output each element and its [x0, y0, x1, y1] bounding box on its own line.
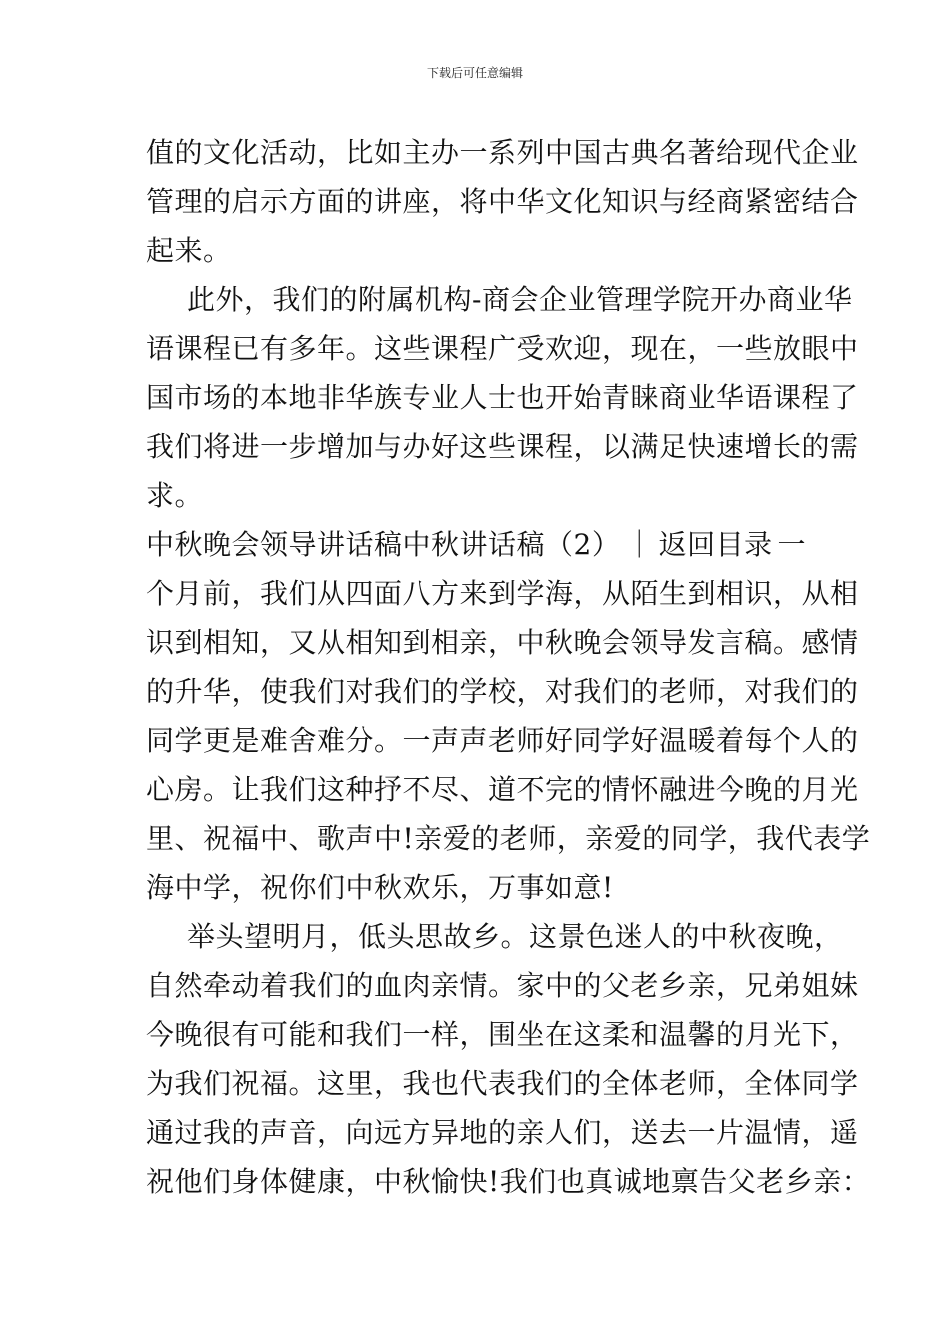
document-body [146, 128, 871, 1206]
heading-separator: ｜ [625, 528, 654, 561]
text-line: 语课程已有多年。这些课程广受欢迎，现在，一些放眼中 [146, 332, 859, 365]
text-line: 海中学，祝你们中秋欢乐，万事如意! [146, 871, 614, 904]
back-to-contents-link[interactable]: 返回目录 [658, 528, 773, 561]
text-line: 举头望明月，低头思故乡。这景色迷人的中秋夜晚， [187, 920, 843, 953]
text-line: 同学更是难舍难分。一声声老师好同学好温暖着每个人的 [146, 724, 859, 757]
text-line: 的升华，使我们对我们的学校，对我们的老师，对我们的 [146, 675, 859, 708]
text-line: 我们将进一步增加与办好这些课程，以满足快速增长的需 [146, 430, 859, 463]
heading-trailing-text: 一 [777, 528, 806, 561]
page-header: 下载后可任意编辑 [426, 66, 523, 80]
text-line: 祝他们身体健康，中秋愉快!我们也真诚地禀告父老乡亲： [146, 1165, 871, 1198]
text-line: 识到相知，又从相知到相亲，中秋晚会领导发言稿。感情 [146, 626, 859, 659]
text-line: 心房。让我们这种抒不尽、道不完的情怀融进今晚的月光 [146, 773, 859, 806]
text-line: 国市场的本地非华族专业人士也开始青睐商业华语课程了 [146, 381, 859, 414]
text-line: 管理的启示方面的讲座，将中华文化知识与经商紧密结合 [146, 185, 859, 218]
text-line: 起来。 [146, 234, 232, 267]
text-line: 求。 [146, 479, 204, 512]
text-line: 里、祝福中、歌声中!亲爱的老师，亲爱的同学，我代表学 [146, 822, 871, 855]
text-line: 今晚很有可能和我们一样，围坐在这柔和温馨的月光下， [146, 1018, 859, 1051]
text-line: 为我们祝福。这里，我也代表我们的全体老师，全体同学 [146, 1067, 859, 1100]
section-heading [146, 520, 806, 569]
text-line: 通过我的声音，向远方异地的亲人们，送去一片温情，遥 [146, 1116, 859, 1149]
text-line: 此外，我们的附属机构-商会企业管理学院开办商业华 [187, 283, 853, 316]
text-line: 个月前，我们从四面八方来到学海，从陌生到相识，从相 [146, 577, 859, 610]
section-title: 中秋晚会领导讲话稿中秋讲话稿（2） [146, 528, 621, 561]
text-line: 值的文化活动，比如主办一系列中国古典名著给现代企业 [146, 136, 859, 169]
text-line: 自然牵动着我们的血肉亲情。家中的父老乡亲，兄弟姐妹 [146, 969, 859, 1002]
